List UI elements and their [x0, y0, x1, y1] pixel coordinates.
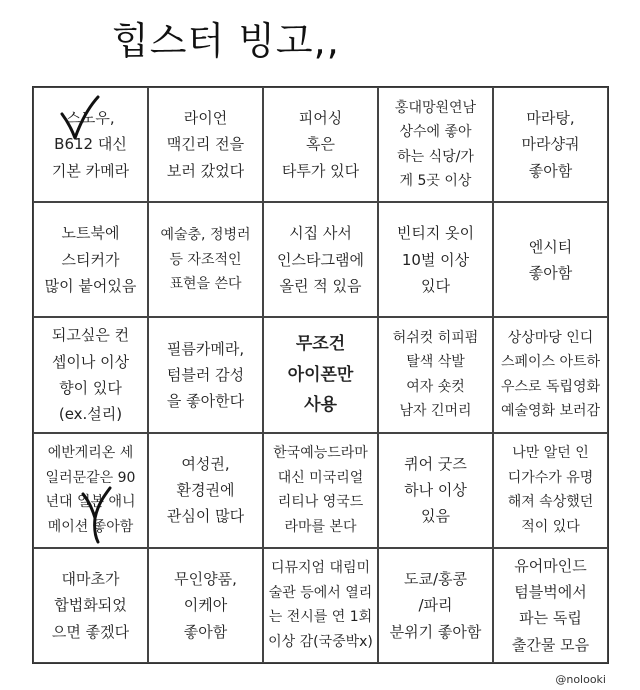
bingo-cell-4[interactable]: [378, 87, 493, 202]
bingo-cell-7[interactable]: [148, 202, 263, 317]
bingo-cell-6[interactable]: [33, 202, 148, 317]
bingo-cell-10[interactable]: [493, 202, 608, 317]
bingo-cell-3[interactable]: [263, 87, 378, 202]
bingo-cell-21[interactable]: [33, 548, 148, 663]
bingo-cell-text: 무인양품, 이케아 좋아함: [174, 570, 237, 641]
bingo-cell-text: 대마초가 합법화되었 으면 좋겠다: [51, 570, 130, 641]
bingo-cell-20[interactable]: [493, 433, 608, 548]
bingo-cell-text: 나만 알던 인 디가수가 유명 해져 속상했던 적이 있다: [507, 445, 594, 535]
bingo-cell-11[interactable]: [33, 317, 148, 432]
page-title: 힙스터 빙고,,: [112, 19, 340, 63]
bingo-cell-14[interactable]: [378, 317, 493, 432]
bingo-cell-text: 마라탕, 마라샹궈 좋아함: [521, 109, 580, 180]
bingo-cell-text: 예술충, 정병러 등 자조적인 표현을 쓴다: [160, 227, 251, 293]
bingo-cell-22[interactable]: [148, 548, 263, 663]
bingo-cell-text: 필름카메라, 텀블러 감성 을 좋아한다: [166, 339, 245, 411]
bingo-cell-text: 유어마인드 텀블벅에서 파는 독립 출간물 모음: [511, 556, 590, 654]
bingo-cell-text: 피어싱 혹은 타투가 있다: [281, 109, 360, 180]
bingo-cell-16[interactable]: [33, 433, 148, 548]
bingo-cell-text: 한국예능드라마 대신 미국리얼 리티나 영국드 라마를 본다: [273, 445, 368, 535]
bingo-cell-2[interactable]: [148, 87, 263, 202]
bingo-cell-text: 라이언 맥긴리 전을 보러 갔었다: [166, 109, 245, 180]
bingo-cell-text: 상상마당 인디 스페이스 아트하 우스로 독립영화 예술영화 보러감: [500, 329, 601, 420]
bingo-cell-text: 에반게리온 세 일러문같은 90 년대 일본 애니 메이션 좋아함: [45, 445, 136, 535]
bingo-cell-9[interactable]: [378, 202, 493, 317]
bingo-cell-text: 되고싶은 컨 셉이나 이상 향이 있다 (ex.설리): [51, 326, 130, 424]
bingo-board: [32, 86, 609, 664]
bingo-cell-25[interactable]: [493, 548, 608, 663]
bingo-cell-text: 노트북에 스티커가 많이 붙어있음: [44, 224, 137, 295]
bingo-cell-text: 스노우, B612 대신 기본 카메라: [51, 109, 130, 180]
bingo-cell-text: 도쿄/홍콩 /파리 분위기 좋아함: [389, 570, 482, 641]
bingo-cell-text: 디뮤지엄 대림미 술관 등에서 열리 는 전시를 연 1회 이상 감(국중박x): [268, 560, 373, 650]
bingo-cell-1[interactable]: [33, 87, 148, 202]
bingo-cell-17[interactable]: [148, 433, 263, 548]
bingo-cell-free[interactable]: [263, 317, 378, 432]
bingo-cell-text: 홍대망원연남 상수에 좋아 하는 식당/가 게 5곳 이상: [394, 99, 477, 190]
bingo-cell-text: 여성권, 환경권에 관심이 많다: [166, 454, 245, 526]
bingo-cell-text: 퀴어 굿즈 하나 이상 있음: [404, 454, 467, 526]
bingo-cell-text: 엔시티 좋아함: [528, 237, 573, 282]
credit-handle: @nolooki: [555, 673, 606, 686]
bingo-cell-18[interactable]: [263, 433, 378, 548]
bingo-cell-text: 빈티지 옷이 10벌 이상 있다: [396, 224, 475, 295]
bingo-cell-15[interactable]: [493, 317, 608, 432]
bingo-cell-text: 무조건 아이폰만 사용: [287, 334, 354, 416]
bingo-cell-text: 허쉬컷 히피펌 탈색 삭발 여자 숏컷 남자 긴머리: [392, 329, 479, 420]
bingo-cell-23[interactable]: [263, 548, 378, 663]
bingo-cell-12[interactable]: [148, 317, 263, 432]
bingo-cell-5[interactable]: [493, 87, 608, 202]
bingo-cell-19[interactable]: [378, 433, 493, 548]
bingo-cell-24[interactable]: [378, 548, 493, 663]
bingo-cell-text: 시집 사서 인스타그램에 올린 적 있음: [277, 224, 364, 295]
bingo-cell-8[interactable]: [263, 202, 378, 317]
